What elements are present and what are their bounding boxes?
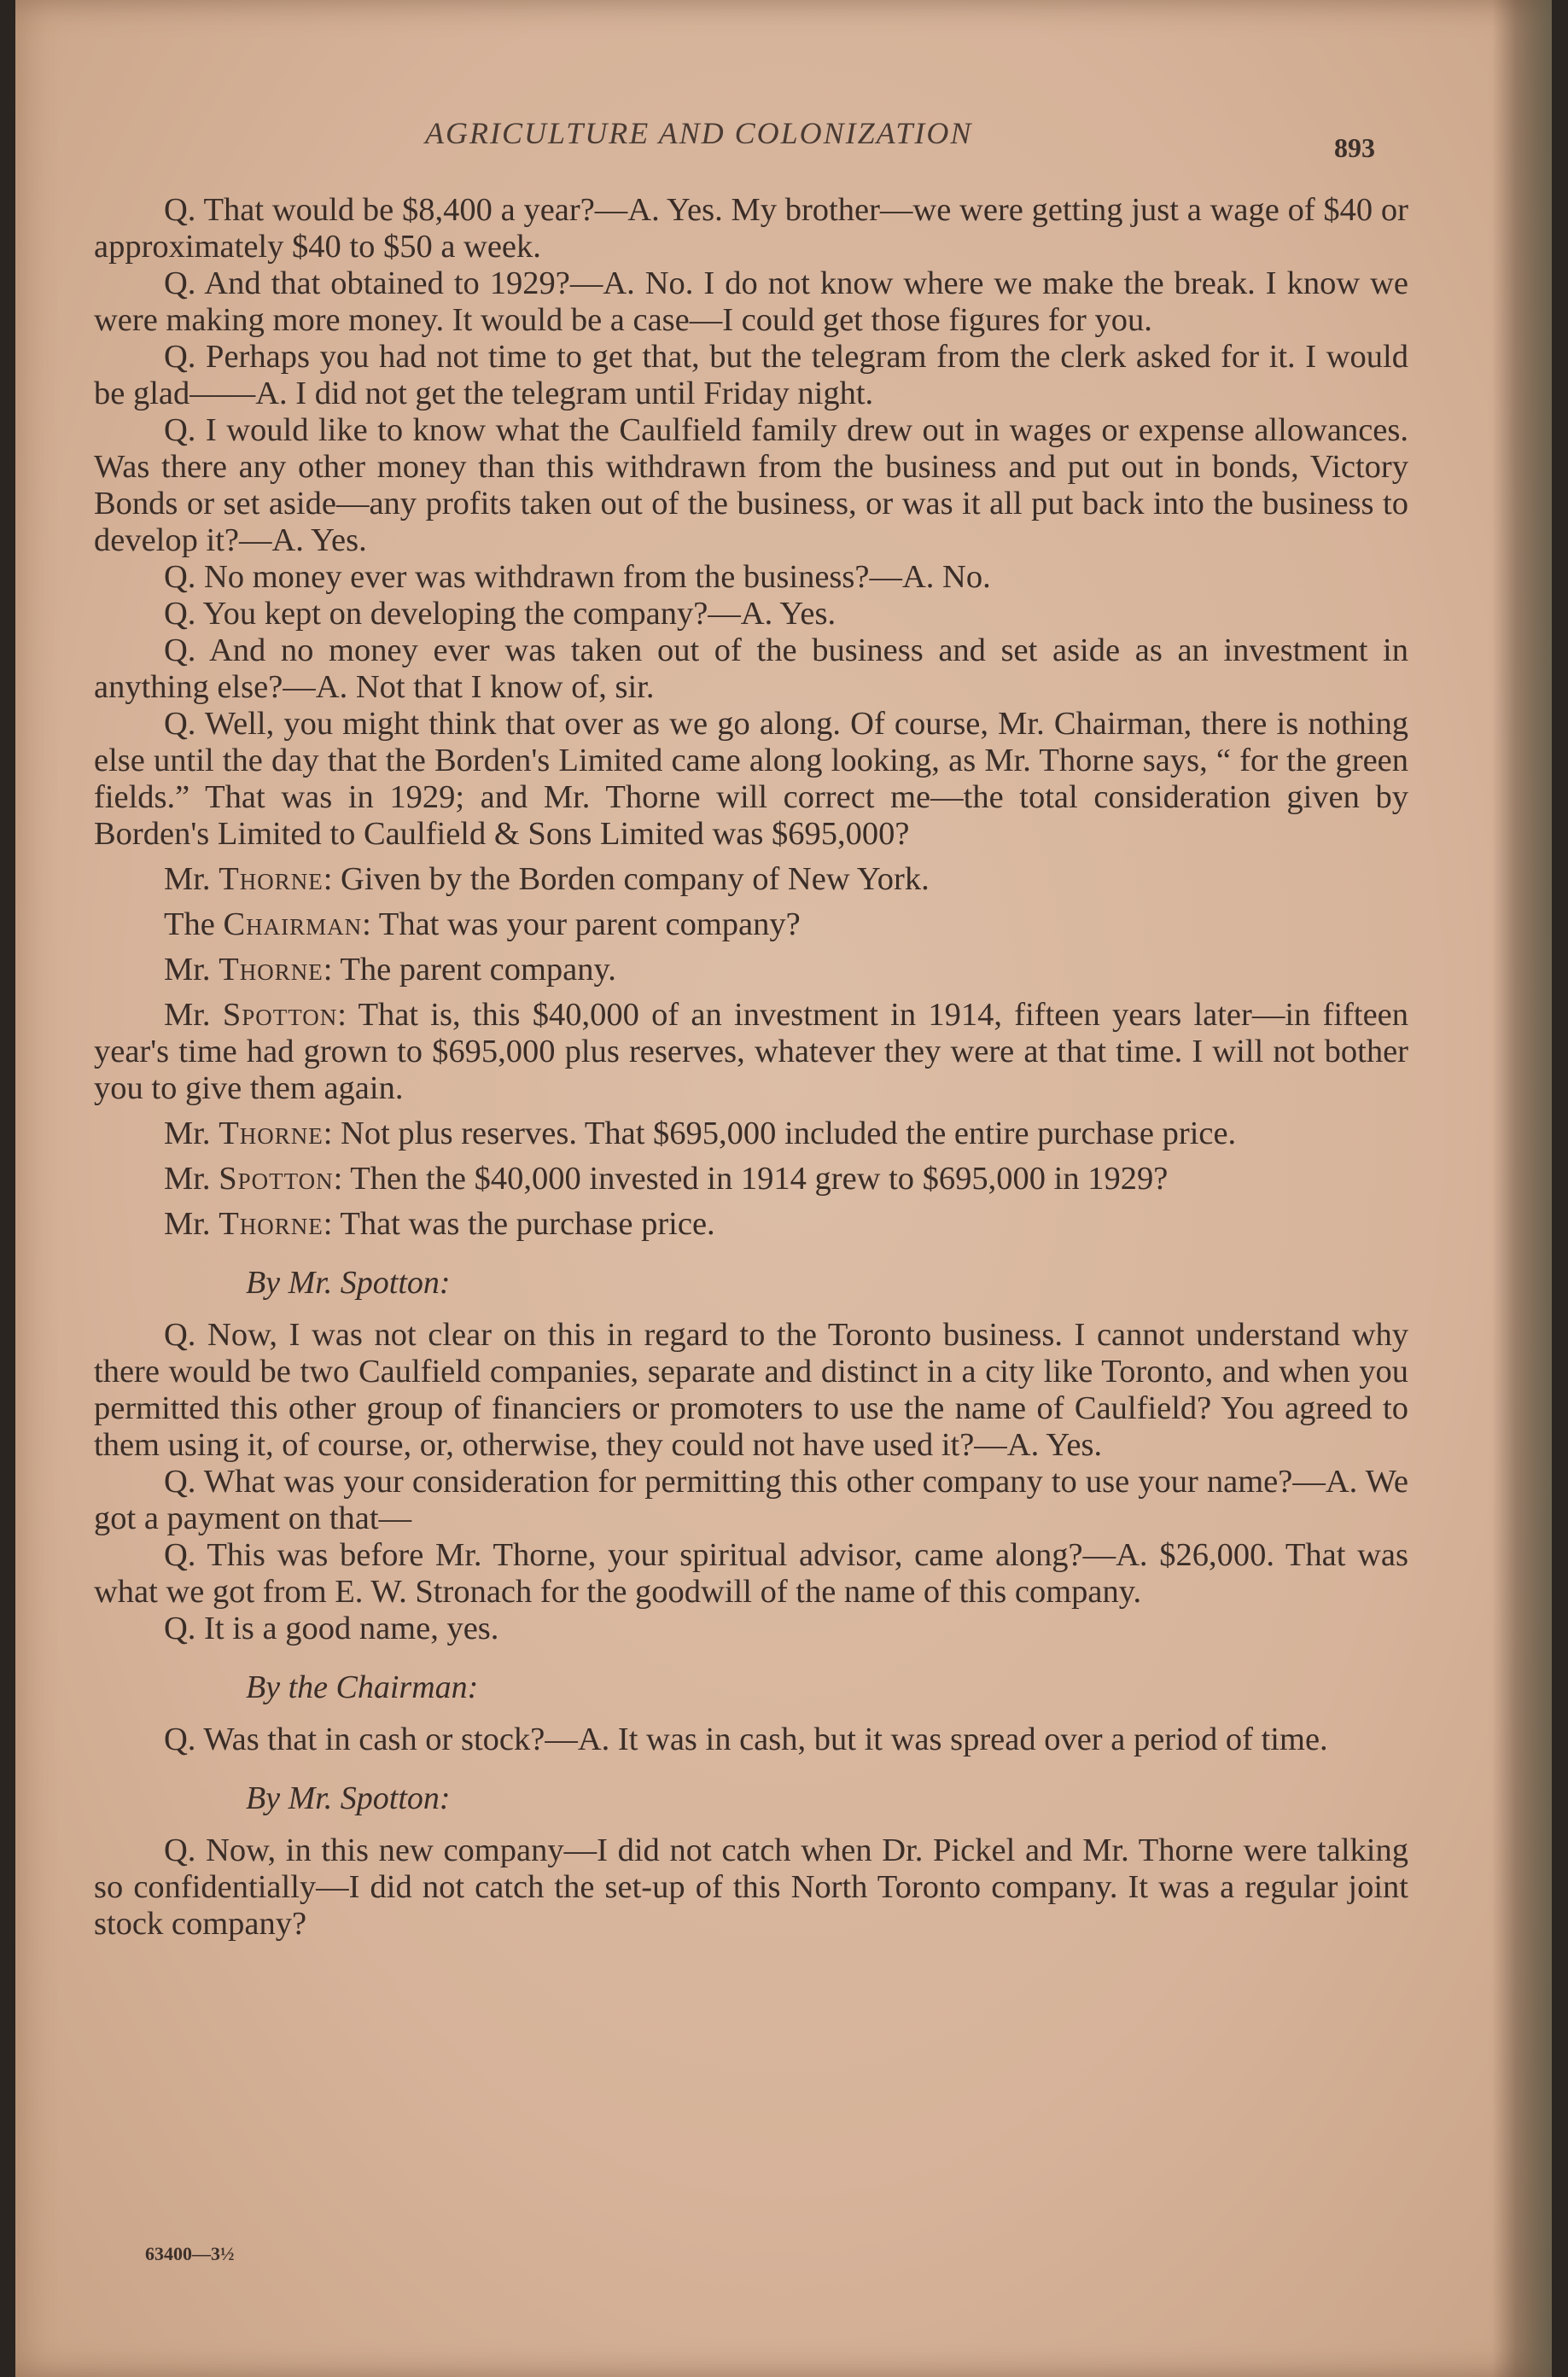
speaker-name: Spotton	[219, 1161, 334, 1197]
page-number: 893	[1334, 132, 1375, 163]
running-header	[15, 115, 1552, 166]
footer-code: 63400—3½	[145, 2243, 235, 2264]
transcript-body	[94, 192, 1408, 1943]
speaker-prefix: The	[164, 906, 224, 942]
section-heading: By Mr. Spotton:	[246, 1780, 451, 1816]
qa-paragraph: Q. And that obtained to 1929?—A. No. I do not know where we make the break. I know we were making more money. It would be a case—I could get those figures for you.	[94, 265, 1408, 338]
qa-paragraph: Q. And no money ever was taken out of the business and set aside as an investment in anything else?—A. Not that I know of, sir.	[94, 632, 1408, 705]
page-edge-shadow	[1492, 0, 1552, 2377]
qa-paragraph: Q. It is a good name, yes.	[164, 1611, 499, 1646]
qa-paragraph: Q. Well, you might think that over as we go along. Of course, Mr. Chairman, there is nothing else until the day that the Borden's Limited came along looking, as Mr. Thorne says, “ for the green fields.” That was in 1929; and Mr. Thorne will correct me—the total consideration given by Borden's Limited to Caulfield & Sons Limited was $695,000?	[94, 706, 1408, 852]
speaker-prefix: Mr.	[164, 952, 219, 988]
speaker-name: Thorne	[219, 952, 324, 988]
qa-paragraph: Q. You kept on developing the company?—A. Yes.	[164, 596, 836, 632]
speaker-text: : Not plus reserves. That $695,000 included the entire purchase price.	[323, 1116, 1237, 1151]
speaker-name: Chairman	[223, 906, 363, 942]
speaker-prefix: Mr.	[164, 861, 219, 897]
speaker-text: : That was the purchase price.	[323, 1206, 715, 1242]
speaker-paragraph	[94, 1161, 1408, 1197]
qa-paragraph: Q. What was your consideration for permitting this other company to use your name?—A. We got a payment on that—	[94, 1464, 1408, 1536]
speaker-prefix: Mr.	[164, 1161, 219, 1197]
speaker-text: : Given by the Borden company of New York.	[323, 861, 930, 897]
qa-paragraph: Q. That would be $8,400 a year?—A. Yes. My brother—we were getting just a wage of $40 or approximately $40 to $50 a week.	[94, 192, 1408, 265]
speaker-prefix: Mr.	[164, 1206, 219, 1242]
section-heading: By the Chairman:	[246, 1669, 479, 1705]
speaker-text: : The parent company.	[323, 952, 616, 988]
speaker-paragraph	[94, 1116, 1408, 1152]
speaker-text: : That was your parent company?	[362, 906, 801, 942]
speaker-text: : That is, this $40,000 of an investment in 1914, fifteen years later—in fifteen year's time had grown to $695,000 plus reserves, whatever they were at that time. I will not bother you to give them again.	[94, 997, 1408, 1106]
speaker-text: : Then the $40,000 invested in 1914 grew to $695,000 in 1929?	[333, 1161, 1169, 1197]
qa-paragraph: Q. This was before Mr. Thorne, your spiritual advisor, came along?—A. $26,000. That was what we got from E. W. Stronach for the goodwill of the name of this company.	[94, 1537, 1408, 1610]
speaker-name: Thorne	[219, 1206, 324, 1242]
speaker-paragraph	[94, 997, 1408, 1107]
speaker-name: Thorne	[219, 1116, 324, 1151]
header-title: AGRICULTURE AND COLONIZATION	[425, 116, 973, 150]
section-heading: By Mr. Spotton:	[246, 1265, 451, 1301]
document-page	[15, 0, 1552, 2377]
speaker-paragraph	[94, 952, 1408, 988]
speaker-name: Thorne	[219, 861, 324, 897]
qa-paragraph: Q. Was that in cash or stock?—A. It was in cash, but it was spread over a period of time.	[164, 1722, 1328, 1757]
speaker-paragraph	[94, 861, 1408, 898]
speaker-name: Spotton	[222, 997, 338, 1033]
qa-paragraph: Q. Perhaps you had not time to get that, but the telegram from the clerk asked for it. I would be glad——A. I did not get the telegram until Friday night.	[94, 339, 1408, 411]
speaker-prefix: Mr.	[164, 1116, 219, 1151]
qa-paragraph: Q. I would like to know what the Caulfield family drew out in wages or expense allowances. Was there any other money than this withdrawn from the business and put out in bonds, Victory Bonds or set aside—any profits taken out of the business, or was it all put back into the business to develop it?—A. Yes.	[94, 412, 1408, 558]
qa-paragraph: Q. Now, I was not clear on this in regard to the Toronto business. I cannot understand why there would be two Caulfield companies, separate and distinct in a city like Toronto, and when you permitted this other group of financiers or promoters to use the name of Caulfield? You agreed to them using it, of course, or, otherwise, they could not have used it?—A. Yes.	[94, 1317, 1408, 1463]
speaker-paragraph	[94, 906, 1408, 943]
speaker-prefix: Mr.	[164, 997, 223, 1033]
qa-paragraph: Q. No money ever was withdrawn from the business?—A. No.	[164, 559, 991, 595]
qa-paragraph: Q. Now, in this new company—I did not catch when Dr. Pickel and Mr. Thorne were talking so confidentially—I did not catch the set-up of this North Toronto company. It was a regular joint stock company?	[94, 1832, 1408, 1942]
speaker-paragraph	[94, 1206, 1408, 1243]
